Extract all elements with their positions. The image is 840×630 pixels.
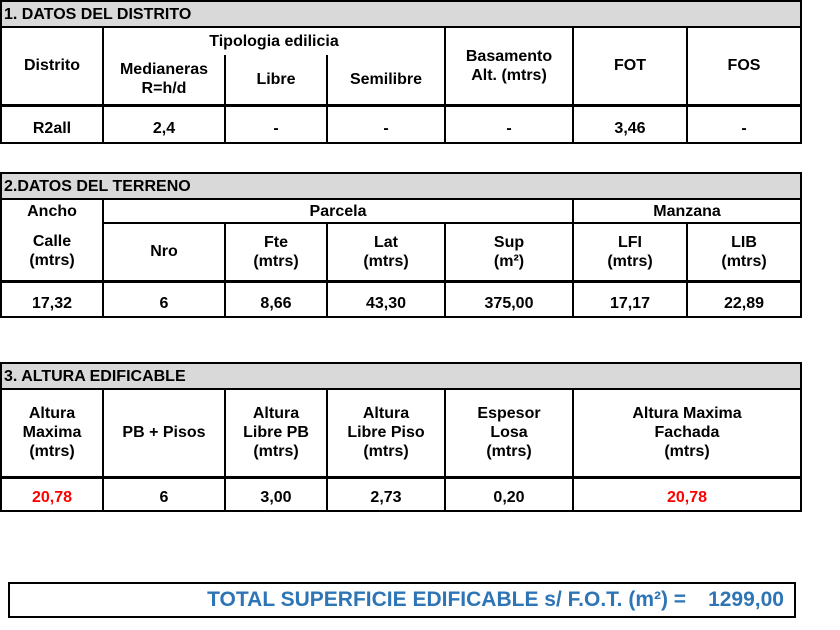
cell-fos: - [687, 115, 801, 143]
cell-medianeras: 2,4 [103, 115, 225, 143]
cell-semilibre: - [327, 115, 445, 143]
column-header-altura-maxima: Altura Maxima (mtrs) [1, 389, 103, 477]
cell-libre: - [225, 115, 327, 143]
column-header-fos: FOS [687, 27, 801, 105]
column-header-lat: Lat (mtrs) [327, 223, 445, 281]
cell-libre-piso: 2,73 [327, 485, 445, 511]
cell-pb-pisos: 6 [103, 485, 225, 511]
column-header-fot: FOT [573, 27, 687, 105]
column-header-fte: Fte (mtrs) [225, 223, 327, 281]
cell-espesor-losa: 0,20 [445, 485, 573, 511]
cell-altura-fachada: 20,78 [573, 485, 801, 511]
column-header-altura-fachada: Altura Maxima Fachada (mtrs) [573, 389, 801, 477]
column-header-pb-pisos: PB + Pisos [103, 389, 225, 477]
total-label: TOTAL SUPERFICIE EDIFICABLE s/ F.O.T. (m²) = [207, 588, 687, 611]
cell-lat: 43,30 [327, 291, 445, 317]
cell-lfi: 17,17 [573, 291, 687, 317]
column-header-distrito: Distrito [1, 27, 103, 105]
cell-fot: 3,46 [573, 115, 687, 143]
column-header-lfi: LFI (mtrs) [573, 223, 687, 281]
district-data-table [0, 0, 802, 144]
column-header-tipologia: Tipologia edilicia [103, 27, 445, 55]
cell-ancho-calle: 17,32 [1, 291, 103, 317]
cell-altura-maxima: 20,78 [1, 485, 103, 511]
buildable-height-table [0, 362, 802, 512]
column-header-calle: Calle (mtrs) [1, 223, 103, 281]
column-header-semilibre: Semilibre [327, 55, 445, 105]
total-buildable-area [8, 582, 796, 618]
column-header-libre-piso: Altura Libre Piso (mtrs) [327, 389, 445, 477]
cell-lib: 22,89 [687, 291, 801, 317]
section-title: 2.DATOS DEL TERRENO [1, 173, 801, 199]
cell-fte: 8,66 [225, 291, 327, 317]
column-header-lib: LIB (mtrs) [687, 223, 801, 281]
column-header-nro: Nro [103, 223, 225, 281]
column-header-manzana: Manzana [573, 199, 801, 223]
cell-basamento: - [445, 115, 573, 143]
section-title: 3. ALTURA EDIFICABLE [1, 363, 801, 389]
land-data-table [0, 172, 802, 318]
column-header-parcela: Parcela [103, 199, 573, 223]
column-header-espesor-losa: Espesor Losa (mtrs) [445, 389, 573, 477]
total-value: 1299,00 [708, 588, 784, 611]
cell-libre-pb: 3,00 [225, 485, 327, 511]
section-title: 1. DATOS DEL DISTRITO [1, 1, 801, 27]
column-header-basamento: Basamento Alt. (mtrs) [445, 27, 573, 105]
column-header-medianeras: Medianeras R=h/d [103, 55, 225, 105]
column-header-libre-pb: Altura Libre PB (mtrs) [225, 389, 327, 477]
cell-sup: 375,00 [445, 291, 573, 317]
column-header-libre: Libre [225, 55, 327, 105]
cell-distrito: R2all [1, 115, 103, 143]
cell-nro: 6 [103, 291, 225, 317]
column-header-sup: Sup (m²) [445, 223, 573, 281]
column-header-ancho: Ancho [1, 199, 103, 223]
